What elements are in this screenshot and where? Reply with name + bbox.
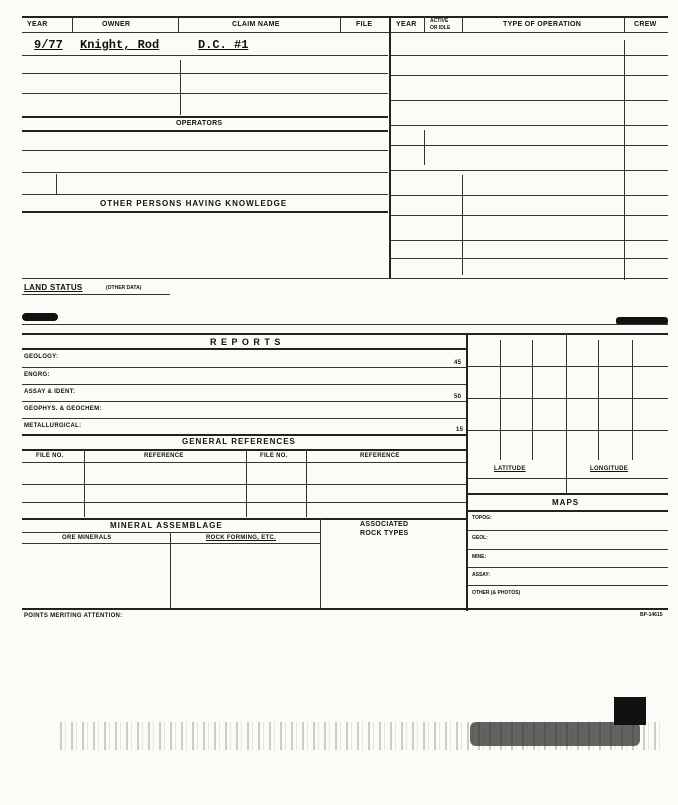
general-references-title: GENERAL REFERENCES xyxy=(182,437,296,446)
report-engrg: ENGRG: xyxy=(24,372,50,378)
ref-header-file-no-2: FILE NO. xyxy=(260,453,288,459)
scan-smudge xyxy=(470,722,640,746)
maps-title: MAPS xyxy=(552,498,580,507)
latitude-label: LATITUDE xyxy=(494,466,526,472)
header-file: FILE xyxy=(356,21,373,28)
associated-rock-types-1: ASSOCIATED xyxy=(360,521,409,528)
header-year: YEAR xyxy=(27,21,48,28)
maps-mine: MINE: xyxy=(472,554,487,560)
rock-forming-header: ROCK FORMING, ETC. xyxy=(206,535,277,541)
entry-claim: D.C. #1 xyxy=(198,38,249,52)
report-num-50: 50 xyxy=(454,394,462,400)
scan-block xyxy=(614,697,646,725)
maps-assay: ASSAY: xyxy=(472,572,491,578)
report-num-15: 15 xyxy=(456,427,464,433)
maps-geol: GEOL: xyxy=(472,535,488,541)
land-status-title: LAND STATUS xyxy=(24,283,83,292)
header-or-idle: OR IDLE xyxy=(430,25,451,31)
associated-rock-types-2: ROCK TYPES xyxy=(360,530,409,537)
header-crew: CREW xyxy=(634,21,657,28)
entry-owner: Knight, Rod xyxy=(80,38,160,52)
mineral-assemblage-title: MINERAL ASSEMBLAGE xyxy=(110,521,223,530)
header-type-of-operation: TYPE OF OPERATION xyxy=(503,21,582,28)
report-geology: GEOLOGY: xyxy=(24,354,59,360)
longitude-label: LONGITUDE xyxy=(590,466,629,472)
header-year-2: YEAR xyxy=(396,21,417,28)
report-assay: ASSAY & IDENT: xyxy=(24,389,76,395)
ref-header-reference-2: REFERENCE xyxy=(360,453,400,459)
maps-topog: TOPOG: xyxy=(472,515,492,521)
header-active: ACTIVE xyxy=(430,18,449,24)
entry-year: 9/77 xyxy=(34,38,63,52)
redaction-mark-left xyxy=(22,313,58,321)
other-persons-title: OTHER PERSONS HAVING KNOWLEDGE xyxy=(100,199,288,208)
operators-title: OPERATORS xyxy=(176,120,223,127)
ref-header-file-no: FILE NO. xyxy=(36,453,64,459)
header-owner: OWNER xyxy=(102,21,131,28)
report-metallurgical: METALLURGICAL: xyxy=(24,423,82,429)
land-status-note: (OTHER DATA) xyxy=(106,285,142,291)
ref-header-reference: REFERENCE xyxy=(144,453,184,459)
form-number: BP-14615 xyxy=(640,612,663,618)
header-claim-name: CLAIM NAME xyxy=(232,21,280,28)
maps-other: OTHER (& PHOTOS) xyxy=(472,590,521,596)
report-geophys: GEOPHYS. & GEOCHEM: xyxy=(24,406,102,412)
report-num-45: 45 xyxy=(454,360,462,366)
ore-minerals-header: ORE MINERALS xyxy=(62,535,112,541)
reports-title: R E P O R T S xyxy=(210,337,282,347)
points-meriting-attention: POINTS MERITING ATTENTION: xyxy=(24,613,123,619)
